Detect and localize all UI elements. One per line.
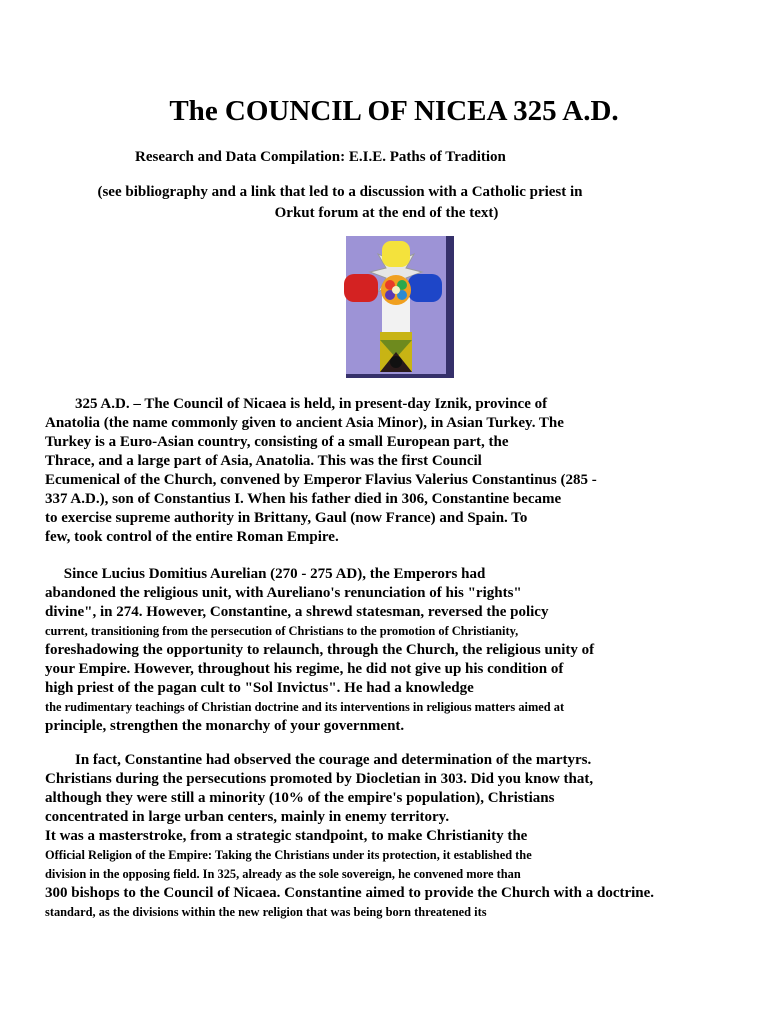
- paragraph-line: Turkey is a Euro-Asian country, consisting of a small European part, the: [45, 434, 509, 450]
- paragraph-line: your Empire. However, throughout his regime, he did not give up his condition of: [45, 661, 564, 677]
- paragraph-line: although they were still a minority (10% of the empire's population), Christians: [45, 790, 555, 806]
- paragraph-line: 325 A.D. – The Council of Nicaea is held, in present-day Iznik, province of: [45, 396, 548, 412]
- paragraph-line: Thrace, and a large part of Asia, Anatolia. This was the first Council: [45, 453, 482, 469]
- paragraph-line: In fact, Constantine had observed the courage and determination of the martyrs.: [45, 752, 592, 768]
- paragraph-line: high priest of the pagan cult to "Sol Invictus". He had a knowledge: [45, 680, 474, 696]
- paragraph-line: to exercise supreme authority in Brittany, Gaul (now France) and Spain. To: [45, 510, 528, 526]
- paragraph-line: the rudimentary teachings of Christian doctrine and its interventions in religious matters aimed at: [45, 700, 565, 714]
- paragraph-line: few, took control of the entire Roman Empire.: [45, 529, 339, 545]
- paragraph-1: [45, 395, 685, 547]
- paragraph-2: [45, 565, 685, 736]
- paragraph-line: concentrated in large urban centers, mainly in enemy territory.: [45, 809, 450, 825]
- paragraph-line: 337 A.D.), son of Constantius I. When his father died in 306, Constantine became: [45, 491, 562, 507]
- subtitle: Research and Data Compilation: E.I.E. Paths of Tradition: [135, 149, 506, 165]
- rose-cross-icon: [340, 236, 454, 378]
- paragraph-line: division in the opposing field. In 325, already as the sole sovereign, he convened more than: [45, 867, 521, 881]
- paragraph-line: abandoned the religious unit, with Aureliano's renunciation of his "rights": [45, 585, 522, 601]
- page-title: The COUNCIL OF NICEA 325 A.D.: [169, 95, 619, 127]
- paragraph-line: Christians during the persecutions promoted by Diocletian in 303. Did you know that,: [45, 771, 594, 787]
- note-line: Orkut forum at the end of the text): [274, 205, 499, 221]
- paragraph-line: foreshadowing the opportunity to relaunch, through the Church, the religious unity of: [45, 642, 595, 658]
- paragraph-line: 300 bishops to the Council of Nicaea. Constantine aimed to provide the Church with a doctrine.: [45, 885, 655, 901]
- bibliography-note: [0, 182, 680, 224]
- paragraph-line: Since Lucius Domitius Aurelian (270 - 275 AD), the Emperors had: [45, 566, 486, 582]
- paragraph-line: standard, as the divisions within the new religion that was being born threatened its: [45, 905, 487, 919]
- note-line: (see bibliography and a link that led to a discussion with a Catholic priest in: [97, 184, 583, 200]
- paragraph-3: [45, 751, 685, 922]
- paragraph-line: Ecumenical of the Church, convened by Emperor Flavius Valerius Constantinus (285 -: [45, 472, 597, 488]
- paragraph-line: principle, strengthen the monarchy of your government.: [45, 718, 405, 734]
- paragraph-line: divine", in 274. However, Constantine, a shrewd statesman, reversed the policy: [45, 604, 549, 620]
- paragraph-line: Official Religion of the Empire: Taking the Christians under its protection, it established the: [45, 848, 532, 862]
- paragraph-line: current, transitioning from the persecution of Christians to the promotion of Christianity,: [45, 624, 519, 638]
- paragraph-line: It was a masterstroke, from a strategic standpoint, to make Christianity the: [45, 828, 528, 844]
- paragraph-line: Anatolia (the name commonly given to ancient Asia Minor), in Asian Turkey. The: [45, 415, 564, 431]
